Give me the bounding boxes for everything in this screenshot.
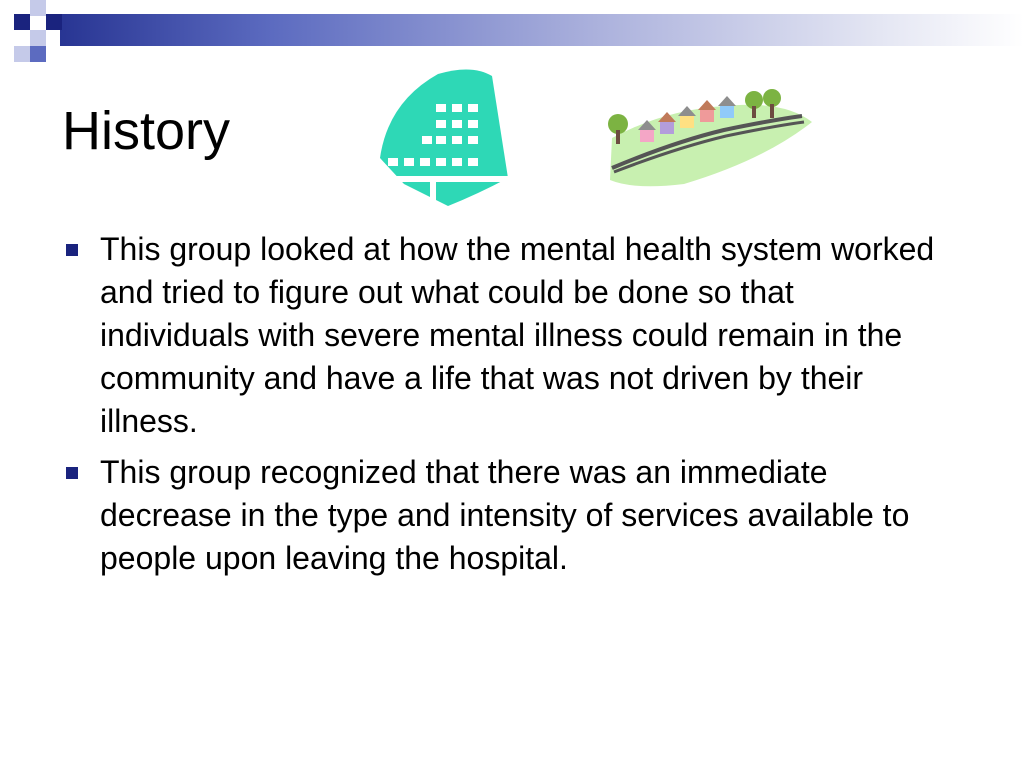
- bullet-list: [60, 228, 940, 588]
- corner-square: [14, 14, 30, 30]
- bullet-item: [60, 228, 940, 443]
- square-bullet-icon: [66, 467, 78, 479]
- corner-square: [30, 0, 46, 16]
- village-clipart: [604, 86, 816, 190]
- header-gradient-bar: [60, 14, 1024, 46]
- corner-square: [14, 46, 30, 62]
- slide-title: History: [62, 101, 231, 161]
- bullet-text: This group recognized that there was an immediate decrease in the type and intensity of services available to people upon leaving the hospital.: [100, 454, 910, 576]
- square-bullet-icon: [66, 244, 78, 256]
- corner-square: [30, 30, 46, 46]
- corner-square: [30, 46, 46, 62]
- corner-square: [46, 14, 62, 30]
- bullet-item: [60, 451, 940, 580]
- header-decoration: [0, 0, 1024, 62]
- bullet-text: This group looked at how the mental health system worked and tried to figure out what could be done so that individuals with severe mental illness could remain in the community and have a life that was not driven by their illness.: [100, 231, 935, 439]
- hospital-clipart: [374, 66, 514, 206]
